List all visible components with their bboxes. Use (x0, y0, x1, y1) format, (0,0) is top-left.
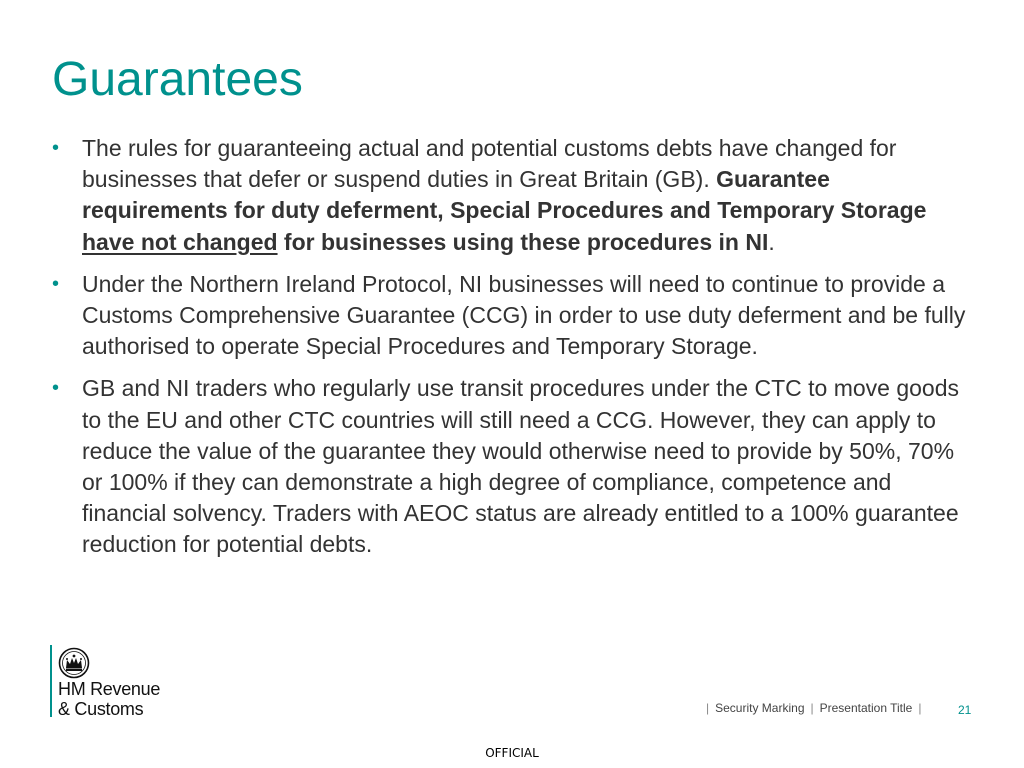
bullet-marker: • (52, 272, 60, 295)
logo-line-2: & Customs (58, 699, 144, 719)
hmrc-logo (50, 645, 190, 720)
logo-rule (50, 645, 52, 717)
footer-separator: | (810, 701, 814, 715)
footer-metadata (700, 701, 927, 715)
footer-separator: | (706, 701, 710, 715)
logo-wordmark (58, 679, 160, 719)
presentation-title: Presentation Title (819, 701, 913, 715)
bullet-text-segment: Under the Northern Ireland Protocol, NI businesses will need to continue to provide a Customs Comprehensive Guarantee (CCG) in order to use duty deferment and be fully authorised to operate Special Procedures and Temporary Storage. (82, 270, 966, 360)
bullet-list (52, 133, 972, 572)
slide-title: Guarantees (52, 53, 303, 106)
bullet-text-segment: . (768, 228, 775, 255)
classification-marking: OFFICIAL (485, 746, 539, 760)
bullet-text-segment-bold-underline: have not changed (82, 228, 278, 255)
bullet-item (52, 373, 972, 560)
crown-crest-icon (58, 647, 90, 679)
bullet-text-segment: GB and NI traders who regularly use transit procedures under the CTC to move goods to the EU and other CTC countries will still need a CCG. However, they can apply to reduce the value of the guarantee they would otherwise need to provide by 50%, 70% or 100% if they can demonstrate a high degree of compliance, competence and financial solvency. Traders with AEOC status are already entitled to a 100% guarantee reduction for potential debts. (82, 375, 959, 558)
bullet-marker: • (52, 137, 60, 159)
page-number: 21 (958, 703, 972, 717)
bullet-marker: • (52, 377, 60, 400)
security-marking: Security Marking (715, 701, 805, 715)
bullet-text-segment: The rules for guaranteeing actual and potential customs debts have changed for businesses that defer or suspend duties in Great Britain (GB). (82, 135, 897, 193)
bullet-item (52, 269, 972, 363)
bullet-item (52, 133, 972, 258)
logo-line-1: HM Revenue (58, 679, 161, 699)
bullet-text-segment-bold: Guarantee requirements for duty deferment, Special Procedures and Temporary Storage (82, 166, 927, 224)
footer-separator: | (918, 701, 922, 715)
bullet-text-segment-bold: for businesses using these procedures in NI (277, 228, 769, 255)
